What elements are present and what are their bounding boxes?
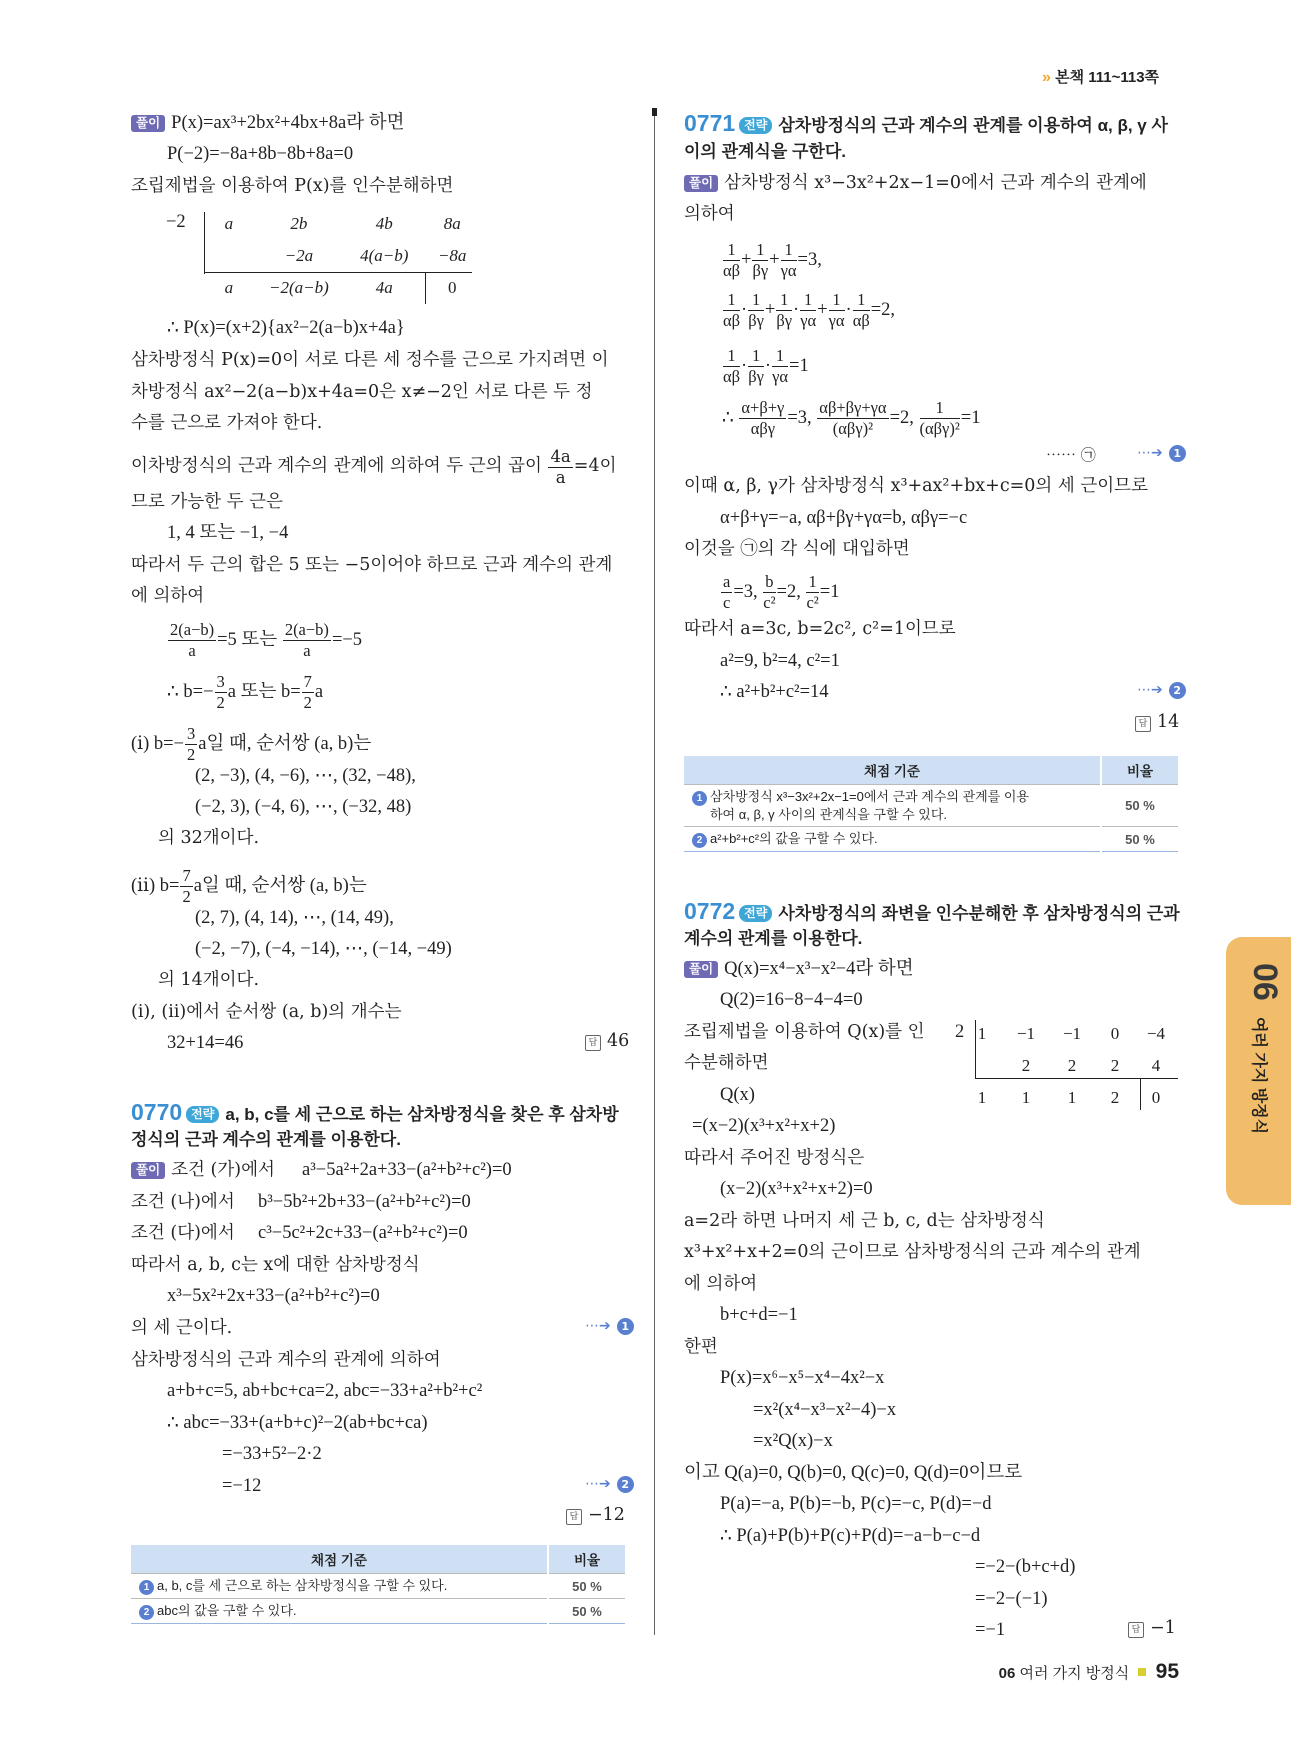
case-ii-pairs-1: (2, 7), (4, 14), ⋯, (14, 49),	[195, 908, 394, 928]
p0772-line-a: a=2라 하면 나머지 세 근 b, c, d는 삼차방정식	[684, 1211, 1045, 1231]
p0770-vieta: a+b+c=5, ab+bc+ca=2, abc=−33+a²+b²+c²	[167, 1381, 483, 1401]
p0772-p-values: P(a)=−a, P(b)=−b, P(c)=−c, P(d)=−d	[720, 1494, 992, 1514]
page-footer: 06 여러 가지 방정식 95	[998, 1660, 1179, 1683]
p0770-eq-c: c³−5c²+2c+33−(a²+b²+c²)=0	[258, 1223, 468, 1243]
strategy-badge: 전략	[739, 905, 772, 922]
synth-cell: 1	[977, 1024, 987, 1043]
fraction: $\frac{1}{\beta\gamma}$	[776, 290, 793, 330]
solution-badge: 풀이	[131, 1162, 165, 1179]
synth-divisor: 2	[955, 1022, 965, 1042]
fraction-3-2: $\frac{3}{2}$	[216, 672, 225, 712]
score-criterion: 2 a²+b²+c²의 값을 구할 수 있다.	[684, 827, 1101, 852]
strategy-badge: 전략	[739, 117, 772, 134]
fraction-3-2: $\frac{3}{2}$	[186, 724, 196, 764]
score-criterion: 1 삼차방정식 x³−3x²+2x−1=0에서 근과 계수의 관계를 이용 하여 α, β, γ 사이의 관계식을 구할 수 있다.	[684, 785, 1101, 827]
synth-cell: a	[224, 214, 234, 233]
scoring-table-0770	[131, 1545, 625, 1624]
solution-badge: 풀이	[684, 961, 718, 978]
p0772-qx: Q(x)	[720, 1085, 755, 1105]
case-i-pairs-2: (−2, 3), (−4, 6), ⋯, (−32, 48)	[195, 797, 412, 817]
synth-cell: 0	[1110, 1024, 1120, 1043]
p0770-cubic: x³−5x²+2x+33−(a²+b²+c²)=0	[167, 1286, 380, 1306]
fraction-2ab-over-a: $\frac{2(a-b)}{a}$	[170, 620, 215, 660]
ratio-head: 비율	[548, 1545, 625, 1574]
synthetic-division-left	[160, 208, 480, 304]
synth-cell: 0	[447, 278, 457, 297]
divider-marker	[652, 108, 657, 116]
fraction: $\frac{\alpha\beta+\beta\gamma+\gamma\alpha}{\text{(αβγ)²}}$	[819, 398, 887, 438]
synth-cell: −1	[1062, 1024, 1082, 1043]
left-line-1: 풀이 P(x)=ax³+2bx²+4bx+8a라 하면	[131, 111, 405, 135]
p0770-abc-3: =−12	[222, 1476, 262, 1496]
answer-icon: 답	[566, 1509, 582, 1525]
p0771-line-2: 의하여	[684, 204, 735, 224]
problem-0772-strategy-2: 계수의 관계를 이용한다.	[684, 929, 863, 948]
synth-cell: 2	[1067, 1056, 1077, 1075]
p0771-substitute: 이것을 ㉠의 각 식에 대입하면	[684, 539, 910, 559]
fraction: $\frac{1}{\beta\gamma}$	[752, 240, 769, 280]
p0772-px-1: P(x)=x⁶−x⁵−x⁴−4x²−x	[720, 1368, 885, 1388]
synth-cell: 4(a−b)	[360, 246, 409, 265]
p0770-abc-2: =−33+5²−2·2	[222, 1444, 322, 1464]
fraction: $\frac{1}{\alpha\beta}$	[723, 240, 741, 280]
fraction: $\frac{1}{\alpha\beta}$	[723, 346, 741, 386]
synth-cell: 2	[1110, 1088, 1120, 1107]
step-marker-1: ⋯➔ 1	[1137, 445, 1186, 462]
p0772-px-2: =x²(x⁴−x³−x²−4)−x	[753, 1400, 897, 1420]
fraction-7-2: $\frac{7}{2}$	[303, 672, 312, 712]
left-line-11: 따라서 두 근의 합은 5 또는 −5이어야 하므로 근과 계수의 관계	[131, 555, 613, 575]
fraction: $\frac{1}{\gamma\alpha}$	[800, 290, 817, 330]
synth-cell: 4	[1151, 1056, 1161, 1075]
fraction: $\frac{1}{\text{c²}}$	[806, 572, 819, 612]
problem-0771-strategy-2: 이의 관계식을 구한다.	[684, 142, 846, 161]
synth-cell: −2a	[284, 246, 314, 265]
score-criterion: 2 abc의 값을 구할 수 있다.	[131, 1599, 548, 1624]
left-line-5: 삼차방정식 P(x)=0이 서로 다른 세 정수를 근으로 가지려면 이	[131, 350, 609, 370]
synth-cell	[204, 240, 254, 272]
page-header-ref: » 본책 111~113쪽	[1042, 69, 1160, 86]
synth-cell: 8a	[443, 214, 461, 233]
score-criterion: 1 a, b, c를 세 근으로 하는 삼차방정식을 구할 수 있다.	[131, 1574, 548, 1599]
page-number: 95	[1155, 1660, 1179, 1683]
synthetic-division-right	[945, 1018, 1178, 1114]
case-i-count: 의 32개이다.	[158, 828, 260, 848]
synth-cell: −4	[1146, 1024, 1166, 1043]
p0772-synth-text-2: 수분해하면	[684, 1053, 769, 1073]
p0772-sum-3: =−2−(−1)	[975, 1589, 1048, 1609]
score-ratio: 50 %	[548, 1574, 625, 1599]
answer-icon: 답	[1128, 1622, 1144, 1638]
ratio-head: 비율	[1101, 756, 1178, 785]
p0772-sum-1: ∴ P(a)+P(b)+P(c)+P(d)=−a−b−c−d	[720, 1526, 981, 1546]
fraction-7-2: $\frac{7}{2}$	[182, 866, 191, 906]
p0770-eq-a: a³−5a²+2a+33−(a²+b²+c²)=0	[302, 1160, 512, 1180]
fraction: $\frac{1}{\beta\gamma}$	[748, 290, 764, 330]
synth-table	[204, 208, 480, 304]
case-ii-count: 의 14개이다.	[158, 970, 260, 990]
p0771-recip-pairs: $\frac{1}{\alpha\beta}$ · $\frac{1}{\beta\gamma}$ + $\frac{1}{\beta\gamma}$ · $\frac{1}{\gamma\alpha}$ + $\frac{1}{\gamma\alpha}$ · $\frac{1}{\alpha\beta}$ =2,	[723, 290, 896, 330]
problem-number: 0772	[684, 898, 736, 924]
step-marker-2: ⋯➔ 2	[585, 1476, 634, 1493]
side-tab-chapter: 06	[1246, 963, 1284, 1001]
answer-0771: 답 14	[1135, 712, 1179, 732]
synth-cell: 1	[977, 1088, 987, 1107]
p0771-result: ∴ a²+b²+c²=14	[720, 682, 829, 702]
p0772-line-1: 풀이 Q(x)=x⁴−x³−x²−4라 하면	[684, 957, 914, 981]
p0772-line-cubic: x³+x²+x+2=0의 근이므로 삼차방정식의 근과 계수의 관계	[684, 1242, 1141, 1262]
p0772-q-zero: 이고 Q(a)=0, Q(b)=0, Q(c)=0, Q(d)=0이므로	[684, 1463, 1023, 1483]
synth-cell: 2	[1110, 1056, 1120, 1075]
total-sum: 32+14=46	[167, 1033, 244, 1053]
problem-0771-heading: 0771 전략 삼차방정식의 근과 계수의 관계를 이용하여 α, β, γ 사	[684, 110, 1168, 136]
case-i-heading: (ⅰ) b=− $\frac{3}{2}$ a일 때, 순서쌍 (a, b)는	[131, 724, 372, 764]
fraction: $\frac{1}{\beta\gamma}$	[748, 346, 764, 386]
left-line-10: 1, 4 또는 −1, −4	[167, 523, 289, 543]
solution-badge: 풀이	[684, 175, 718, 192]
p0771-squares: a²=9, b²=4, c²=1	[720, 651, 840, 671]
p0772-q2: Q(2)=16−8−4−4=0	[720, 990, 863, 1010]
synth-cell: 1	[1021, 1088, 1031, 1107]
synth-cell	[961, 1050, 1003, 1082]
synth-cell: 0	[1151, 1088, 1161, 1107]
synth-cell: −8a	[437, 246, 467, 265]
answer-0769: 답 46	[585, 1031, 629, 1051]
fraction: $\frac{a}{c}$	[723, 572, 731, 612]
left-line-9: 므로 가능한 두 근은	[131, 492, 283, 512]
problem-0772-heading: 0772 전략 사차방정식의 좌변을 인수분해한 후 삼차방정식의 근과	[684, 898, 1180, 924]
p0771-line-roots: 이때 α, β, γ가 삼차방정식 x³+ax²+bx+c=0의 세 근이므로	[684, 476, 1148, 496]
p0772-sum-2: =−2−(b+c+d)	[975, 1557, 1076, 1577]
side-tab-title: 여러 가지 방정식	[1250, 1017, 1267, 1135]
solution-badge: 풀이	[131, 115, 165, 132]
score-row	[131, 1574, 625, 1599]
step-marker-2: ⋯➔ 2	[1137, 682, 1186, 699]
left-line-b-values: ∴ b=− $\frac{3}{2}$ a 또는 b= $\frac{7}{2}$ a	[167, 672, 324, 712]
p0770-line-10: 삼차방정식의 근과 계수의 관계에 의하여	[131, 1350, 441, 1370]
score-head: 채점 기준	[684, 756, 1101, 785]
p0770-line-9: 의 세 근이다.	[131, 1318, 233, 1338]
score-ratio: 50 %	[548, 1599, 625, 1624]
left-line-12: 에 의하여	[131, 586, 205, 606]
fraction-2ab-over-a: $\frac{2(a-b)}{a}$	[284, 620, 329, 660]
score-row	[684, 785, 1178, 827]
double-chevron-icon: »	[1042, 69, 1051, 86]
footer-square-icon	[1138, 1668, 1146, 1676]
answer-icon: 답	[1135, 716, 1151, 732]
strategy-badge: 전략	[186, 1106, 219, 1123]
p0772-bcd: b+c+d=−1	[720, 1305, 798, 1325]
p0771-line-thus: 따라서 a=3c, b=2c², c²=1이므로	[684, 619, 956, 639]
column-divider	[654, 110, 655, 1635]
p0770-cond-b: 조건 (나)에서	[131, 1192, 235, 1212]
fraction-4a-over-a: $\frac{4a}{a}$	[550, 447, 571, 487]
problem-number: 0770	[131, 1099, 183, 1125]
p0771-recip-product: $\frac{1}{\alpha\beta}$ · $\frac{1}{\beta\gamma}$ · $\frac{1}{\gamma\alpha}$ =1	[723, 346, 809, 386]
step-marker-1: ⋯➔ 1	[585, 1318, 634, 1335]
p0771-vieta: α+β+γ=−a, αβ+βγ+γα=b, αβγ=−c	[720, 508, 968, 528]
p0772-eq: (x−2)(x³+x²+x+2)=0	[720, 1179, 873, 1199]
left-line-3: 조립제법을 이용하여 P(x)를 인수분해하면	[131, 176, 454, 196]
fraction: $\frac{1}{\text{(αβγ)²}}$	[919, 398, 960, 438]
left-line-sum-eq: $\frac{2(a-b)}{a}$ =5 또는 $\frac{2(a-b)}{a}$ =−5	[170, 620, 363, 660]
answer-icon: 답	[585, 1035, 601, 1051]
p0771-label-a: ⋯⋯ ㉠	[1046, 446, 1096, 464]
left-line-factored: ∴ P(x)=(x+2){ax²−2(a−b)x+4a}	[167, 318, 405, 338]
p0770-cond-a: 풀이 조건 (가)에서	[131, 1158, 275, 1182]
synth-cell: 2	[1021, 1056, 1031, 1075]
problem-number: 0771	[684, 110, 736, 136]
synth-cell: 2b	[290, 214, 308, 233]
scoring-table-0771	[684, 756, 1178, 852]
p0771-substituted: $\frac{a}{c}$ =3, $\frac{b}{\text{c²}}$ =2, $\frac{1}{\text{c²}}$ =1	[723, 572, 840, 612]
case-i-pairs-1: (2, −3), (4, −6), ⋯, (32, −48),	[195, 766, 416, 786]
fraction: $\frac{1}{\gamma\alpha}$	[772, 346, 789, 386]
p0772-factored: =(x−2)(x³+x²+x+2)	[692, 1116, 836, 1136]
p0772-sum-4: =−1	[975, 1620, 1006, 1640]
p0772-line-given: 따라서 주어진 방정식은	[684, 1148, 865, 1168]
p0771-therefore: ∴ $\frac{\alpha+\beta+\gamma}{\text{αβγ}}$ =3, $\frac{\alpha\beta+\beta\gamma+\gamma\alpha}{\text{(αβγ)²}}$ =2, $\frac{1}{\text{(αβγ)²}}$ =1	[722, 398, 981, 438]
synth-cell: 4a	[375, 278, 393, 297]
score-ratio: 50 %	[1101, 785, 1178, 827]
p0772-synth-text-1: 조립제법을 이용하여 Q(x)를 인	[684, 1022, 925, 1042]
problem-0770-strategy-2: 정식의 근과 계수의 관계를 이용한다.	[131, 1130, 401, 1149]
fraction: $\frac{1}{\gamma\alpha}$	[780, 240, 797, 280]
synth-cell: −2(a−b)	[269, 278, 329, 297]
fraction: $\frac{\alpha+\beta+\gamma}{\text{αβγ}}$	[741, 398, 785, 438]
p0772-px-3: =x²Q(x)−x	[753, 1431, 833, 1451]
left-line-2: P(−2)=−8a+8b−8b+8a=0	[167, 144, 354, 164]
score-head: 채점 기준	[131, 1545, 548, 1574]
chapter-side-tab	[1226, 937, 1291, 1205]
p0770-cond-c: 조건 (다)에서	[131, 1223, 235, 1243]
left-line-8: 이차방정식의 근과 계수의 관계에 의하여 두 근의 곱이 $\frac{4a}{a}$ =4이	[131, 447, 617, 487]
p0770-abc-1: ∴ abc=−33+(a+b+c)²−2(ab+bc+ca)	[167, 1413, 428, 1433]
left-line-6: 차방정식 ax²−2(a−b)x+4a=0은 x≠−2인 서로 다른 두 정	[131, 382, 593, 402]
left-line-7: 수를 근으로 가져야 한다.	[131, 413, 323, 433]
synth-divisor: −2	[166, 212, 186, 232]
fraction: $\frac{1}{\alpha\beta}$	[852, 290, 870, 330]
p0772-line-by: 에 의하여	[684, 1274, 758, 1294]
fraction: $\frac{1}{\gamma\alpha}$	[828, 290, 845, 330]
synth-cell: 1	[1067, 1088, 1077, 1107]
problem-0770-heading: 0770 전략 a, b, c를 세 근으로 하는 삼차방정식을 찾은 후 삼차방	[131, 1099, 619, 1125]
p0770-line-7: 따라서 a, b, c는 x에 대한 삼차방정식	[131, 1255, 420, 1275]
score-row	[131, 1599, 625, 1624]
synth-cell: −1	[1016, 1024, 1036, 1043]
fraction: $\frac{1}{\alpha\beta}$	[723, 290, 741, 330]
synth-cell: a	[224, 278, 234, 297]
synth-cell: 4b	[375, 214, 393, 233]
case-ii-pairs-2: (−2, −7), (−4, −14), ⋯, (−14, −49)	[195, 939, 452, 959]
p0772-line-meanwhile: 한편	[684, 1337, 718, 1357]
score-row	[684, 827, 1178, 852]
answer-0770: 답 −12	[566, 1505, 625, 1525]
p0770-eq-b: b³−5b²+2b+33−(a²+b²+c²)=0	[258, 1192, 471, 1212]
p0771-line-1: 풀이 삼차방정식 x³−3x²+2x−1=0에서 근과 계수의 관계에	[684, 171, 1147, 195]
answer-0772: 답 −1	[1128, 1618, 1176, 1638]
synth-table	[961, 1018, 1177, 1114]
score-ratio: 50 %	[1101, 827, 1178, 852]
p0771-recip-sum: $\frac{1}{\alpha\beta}$ + $\frac{1}{\beta\gamma}$ + $\frac{1}{\gamma\alpha}$ =3,	[723, 240, 822, 280]
case-ii-heading: (ⅱ) b= $\frac{7}{2}$ a일 때, 순서쌍 (a, b)는	[131, 866, 367, 906]
total-pairs-line: (ⅰ), (ⅱ)에서 순서쌍 (a, b)의 개수는	[131, 1002, 402, 1022]
fraction: $\frac{b}{\text{c²}}$	[763, 572, 776, 612]
